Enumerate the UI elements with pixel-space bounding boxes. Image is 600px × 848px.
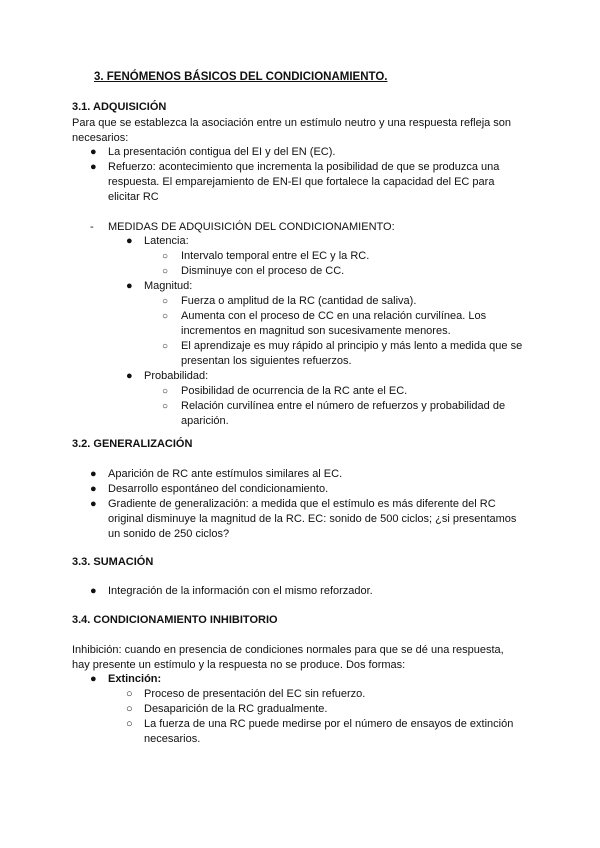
list-item — [0, 497, 522, 542]
medida-label: Magnitud: — [144, 280, 193, 292]
bullet-circle-icon: ○ — [162, 386, 169, 397]
document-title: 3. FENÓMENOS BÁSICOS DEL CONDICIONAMIENTO. — [94, 71, 388, 83]
medida-probabilidad — [0, 369, 524, 384]
bullet-disc-icon: ● — [90, 146, 97, 158]
adquisicion-list — [0, 145, 600, 205]
section-heading-generalizacion: 3.2. GENERALIZACIÓN — [72, 438, 193, 450]
bullet-disc-icon: ● — [90, 161, 97, 173]
list-item-text: Relación curvilínea entre el número de refuerzos y probabilidad de aparición. — [181, 400, 506, 427]
bullet-circle-icon: ○ — [126, 688, 133, 700]
list-item — [0, 294, 527, 309]
list-item — [0, 309, 527, 339]
list-item — [0, 264, 527, 279]
medida-latencia — [0, 234, 524, 249]
adquisicion-intro: Para que se establezca la asociación entre un estímulo neutro y una respuesta refleja son necesarios: — [72, 117, 512, 144]
bullet-disc-icon: ● — [90, 585, 97, 597]
section-heading-sumacion: 3.3. SUMACIÓN — [72, 556, 154, 568]
inhibitorio-list — [0, 672, 600, 747]
list-item — [0, 160, 522, 205]
list-item-text: Aumenta con el proceso de CC en una relación curvilínea. Los incrementos en magnitud son sucesivamente menores. — [181, 310, 487, 337]
section-heading-inhibitorio: 3.4. CONDICIONAMIENTO INHIBITORIO — [72, 614, 278, 626]
generalizacion-list — [0, 467, 600, 542]
bullet-circle-icon: ○ — [162, 296, 169, 307]
list-item-text: Integración de la información con el mismo reforzador. — [108, 585, 373, 597]
extincion-item: ● Extinción: — [90, 673, 162, 685]
sumacion-list — [0, 584, 600, 599]
section-heading-adquisicion: 3.1. ADQUISICIÓN — [72, 101, 167, 113]
list-item-text: Gradiente de generalización: a medida que el estímulo es más diferente del RC original disminuye la magnitud de la RC. EC: sonido de 500 ciclos; ¿si presentamos un sonido de 250 ciclos? — [108, 498, 517, 540]
list-item — [0, 717, 524, 747]
list-item-text: Disminuye con el proceso de CC. — [181, 265, 345, 277]
bullet-disc-icon: ● — [126, 370, 133, 382]
list-item — [0, 384, 527, 399]
bullet-circle-icon: ○ — [126, 703, 133, 715]
bullet-disc-icon: ● — [126, 235, 133, 247]
list-item-text: La presentación contigua del EI y del EN (EC). — [108, 146, 336, 158]
medidas-label: MEDIDAS DE ADQUISICIÓN DEL CONDICIONAMIENTO: — [108, 221, 395, 233]
inhibitorio-intro: Inhibición: cuando en presencia de condiciones normales para que se dé una respuesta, hay presente un estímulo y la respuesta no se produce. Dos formas: — [72, 644, 504, 671]
list-item — [0, 687, 524, 702]
list-item-text: Desarrollo espontáneo del condicionamiento. — [108, 483, 329, 495]
list-item — [0, 482, 522, 497]
list-item-text: La fuerza de una RC puede medirse por el número de ensayos de extinción necesarios. — [144, 718, 514, 745]
list-item — [0, 339, 527, 369]
medida-label: Latencia: — [144, 235, 189, 247]
bullet-circle-icon: ○ — [126, 718, 133, 730]
bullet-disc-icon: ● — [126, 280, 133, 292]
bullet-disc-icon: ● — [90, 483, 97, 495]
bullet-disc-icon: ● — [90, 468, 97, 480]
list-item-text: Fuerza o amplitud de la RC (cantidad de saliva). — [181, 295, 417, 307]
bullet-disc-icon: ● — [90, 498, 97, 510]
list-item-text: Intervalo temporal entre el EC y la RC. — [181, 250, 370, 262]
list-item-text: Desaparición de la RC gradualmente. — [144, 703, 328, 715]
medida-label: Probabilidad: — [144, 370, 209, 382]
bullet-circle-icon: ○ — [162, 341, 169, 352]
list-item — [0, 702, 524, 717]
bullet-circle-icon: ○ — [162, 311, 169, 322]
list-item-text: Refuerzo: acontecimiento que incrementa la posibilidad de que se produzca una respuesta. El emparejamiento de EN-EI que fortalece la capacidad del EC para elicitar RC — [108, 161, 500, 203]
medida-magnitud — [0, 279, 524, 294]
bullet-circle-icon: ○ — [162, 266, 169, 277]
list-item-text: Posibilidad de ocurrencia de la RC ante el EC. — [181, 385, 408, 397]
medidas-list — [0, 234, 600, 429]
bullet-circle-icon: ○ — [162, 251, 169, 262]
bullet-disc-icon: ● — [90, 673, 97, 685]
list-item-text: Proceso de presentación del EC sin refuerzo. — [144, 688, 366, 700]
list-item — [0, 145, 522, 160]
list-item — [0, 249, 527, 264]
list-item — [0, 467, 522, 482]
list-item-text: El aprendizaje es muy rápido al principio y más lento a medida que se presentan los siguientes refuerzos. — [181, 340, 523, 367]
dash-marker-icon: - — [90, 221, 94, 233]
extincion-label: Extinción — [108, 673, 158, 685]
bullet-circle-icon: ○ — [162, 401, 169, 412]
list-item — [0, 399, 527, 429]
list-item-text: Aparición de RC ante estímulos similares al EC. — [108, 468, 343, 480]
list-item — [0, 584, 522, 599]
